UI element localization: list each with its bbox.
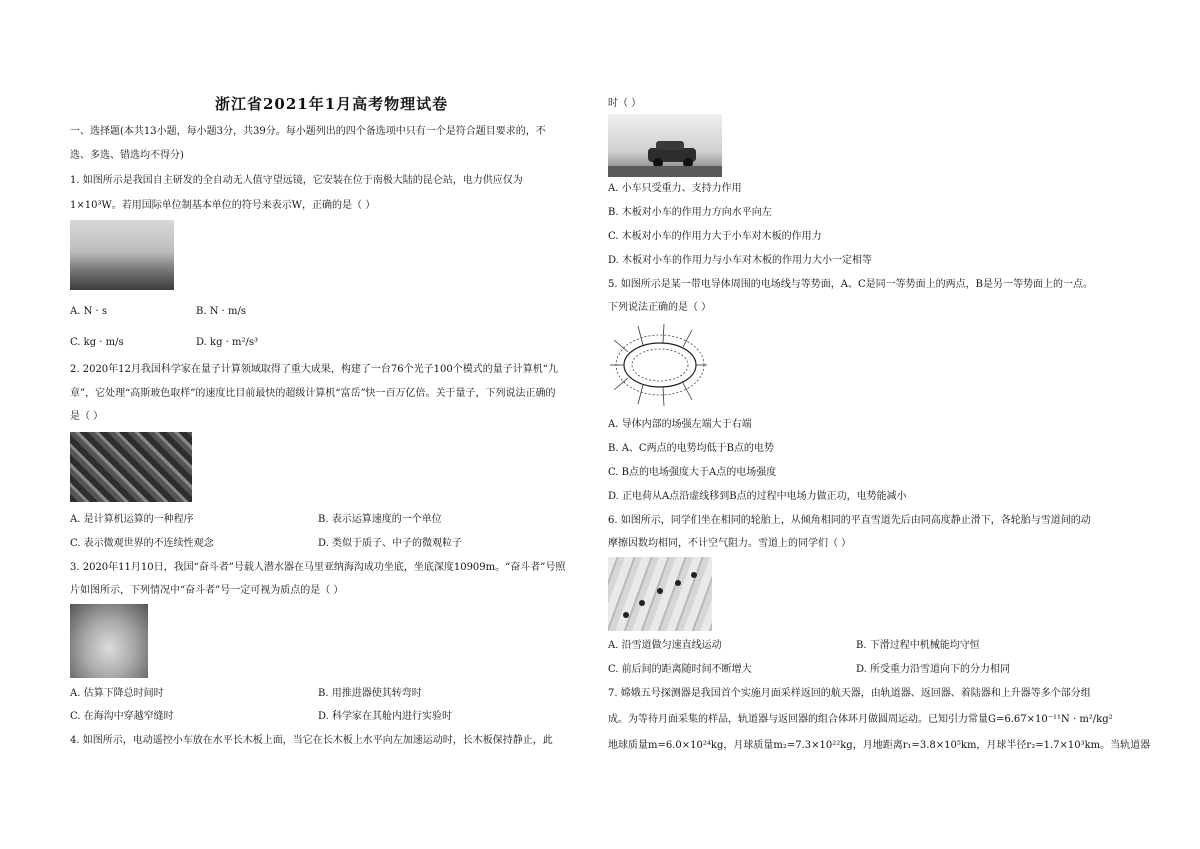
q3-option-d[interactable]: D. 科学家在其舱内进行实验时 <box>318 711 453 722</box>
q2-stem-end: 是（ ） <box>70 411 104 422</box>
q3-stem: 3. 2020年11月10日，我国“奋斗者”号载人潜水器在马里亚纳海沟成功坐底，坐底深度10909m。“奋斗者”号照 <box>70 562 566 573</box>
q4-toy-car-photo <box>608 114 722 177</box>
q2-stem-cont: 章”，它处理“高斯玻色取样”的速度比目前最快的超级计算机“富岳”快一百万亿倍。关于量子，下列说法正确的 <box>70 388 556 399</box>
section-intro-cont: 选、多选、错选均不得分) <box>70 150 184 161</box>
q4-option-d[interactable]: D. 木板对小车的作用力与小车对木板的作用力大小一定相等 <box>608 255 873 266</box>
q1-option-b[interactable]: B. N · m/s <box>196 306 246 317</box>
q7-stem: 7. 嫦娥五号探测器是我国首个实施月面采样返回的航天器，由轨道器、返回器、着陆器和上升器等多个部分组 <box>608 688 1091 699</box>
q6-option-b[interactable]: B. 下滑过程中机械能均守恒 <box>856 640 980 651</box>
q7-stem-cont2: 地球质量m=6.0×10²⁴kg，月球质量m₂=7.3×10²²kg，月地距离r₁=3.8×10⁵km，月球半径r₂=1.7×10³km。当轨道器 <box>608 740 1151 751</box>
q4-option-b[interactable]: B. 木板对小车的作用力方向水平向左 <box>608 207 772 218</box>
q2-quantum-photo <box>70 432 192 502</box>
q6-option-a[interactable]: A. 沿雪道做匀速直线运动 <box>608 640 722 651</box>
q5-option-a[interactable]: A. 导体内部的场强左端大于右端 <box>608 419 752 430</box>
q5-electric-field-diagram <box>608 320 708 410</box>
q6-snow-slide-photo <box>608 557 712 631</box>
q1-option-a[interactable]: A. N · s <box>70 306 107 317</box>
q5-option-c[interactable]: C. B点的电场强度大于A点的电场强度 <box>608 467 777 478</box>
q1-stem-cont: 1×10³W。若用国际单位制基本单位的符号来表示W，正确的是（ ） <box>70 200 376 211</box>
q4-option-c[interactable]: C. 木板对小车的作用力大于小车对木板的作用力 <box>608 231 822 242</box>
q1-telescope-photo <box>70 220 174 290</box>
q4-stem: 4. 如图所示，电动遥控小车放在水平长木板上面，当它在长木板上水平向左加速运动时，长木板保持静止，此 <box>70 735 553 746</box>
section-intro: 一、选择题(本共13小题，每小题3分，共39分。每小题列出的四个备选项中只有一个是符合题目要求的，不 <box>70 126 546 137</box>
q6-stem-cont: 摩擦因数均相同，不计空气阻力。雪道上的同学们（ ） <box>608 538 852 549</box>
q2-option-b[interactable]: B. 表示运算速度的一个单位 <box>318 514 442 525</box>
q4-option-a[interactable]: A. 小车只受重力、支持力作用 <box>608 183 742 194</box>
q6-option-c[interactable]: C. 前后间的距离随时间不断增大 <box>608 664 752 675</box>
q2-option-c[interactable]: C. 表示微观世界的不连续性观念 <box>70 538 214 549</box>
page-title: 浙江省2021年1月高考物理试卷 <box>215 95 449 113</box>
q6-option-d[interactable]: D. 所受重力沿雪道向下的分力相同 <box>856 664 1011 675</box>
q3-stem-cont: 片如图所示，下列情况中“奋斗者”号一定可视为质点的是（ ） <box>70 585 344 596</box>
toy-car-icon <box>608 114 722 177</box>
q5-option-b[interactable]: B. A、C两点的电势均低于B点的电势 <box>608 443 774 454</box>
q2-option-d[interactable]: D. 类似于质子、中子的微观粒子 <box>318 538 463 549</box>
q3-option-b[interactable]: B. 用推进器使其转弯时 <box>318 688 422 699</box>
field-lines-icon <box>608 320 708 410</box>
q5-stem-cont: 下列说法正确的是（ ） <box>608 302 712 313</box>
q3-option-a[interactable]: A. 估算下降总时间时 <box>70 688 164 699</box>
q3-submersible-photo <box>70 604 148 678</box>
q5-stem: 5. 如图所示是某一带电导体周围的电场线与等势面，A、C是同一等势面上的两点，B是另一等势面上的一点。 <box>608 279 1093 290</box>
q7-stem-cont: 成。为等待月面采集的样品，轨道器与返回器的组合体环月做圆周运动。已知引力常量G=6.67×10⁻¹¹N · m²/kg² <box>608 714 1113 725</box>
sledders-icon <box>608 557 712 631</box>
q6-stem: 6. 如图所示，同学们坐在相同的轮胎上，从倾角相同的平直雪道先后由同高度静止滑下，各轮胎与雪道间的动 <box>608 515 1091 526</box>
q1-stem: 1. 如图所示是我国自主研发的全自动无人值守望远镜，它安装在位于南极大陆的昆仑站，电力供应仅为 <box>70 175 523 186</box>
q3-option-c[interactable]: C. 在海沟中穿越窄缝时 <box>70 711 174 722</box>
q2-stem: 2. 2020年12月我国科学家在量子计算领域取得了重大成果，构建了一台76个光子100个模式的量子计算机“九 <box>70 364 558 375</box>
q4-stem-cont: 时（ ） <box>608 98 642 109</box>
q2-option-a[interactable]: A. 是计算机运算的一种程序 <box>70 514 194 525</box>
q1-option-d[interactable]: D. kg · m²/s³ <box>196 337 259 348</box>
q1-option-c[interactable]: C. kg · m/s <box>70 337 124 348</box>
q5-option-d[interactable]: D. 正电荷从A点沿虚线移到B点的过程中电场力做正功，电势能减小 <box>608 491 907 502</box>
